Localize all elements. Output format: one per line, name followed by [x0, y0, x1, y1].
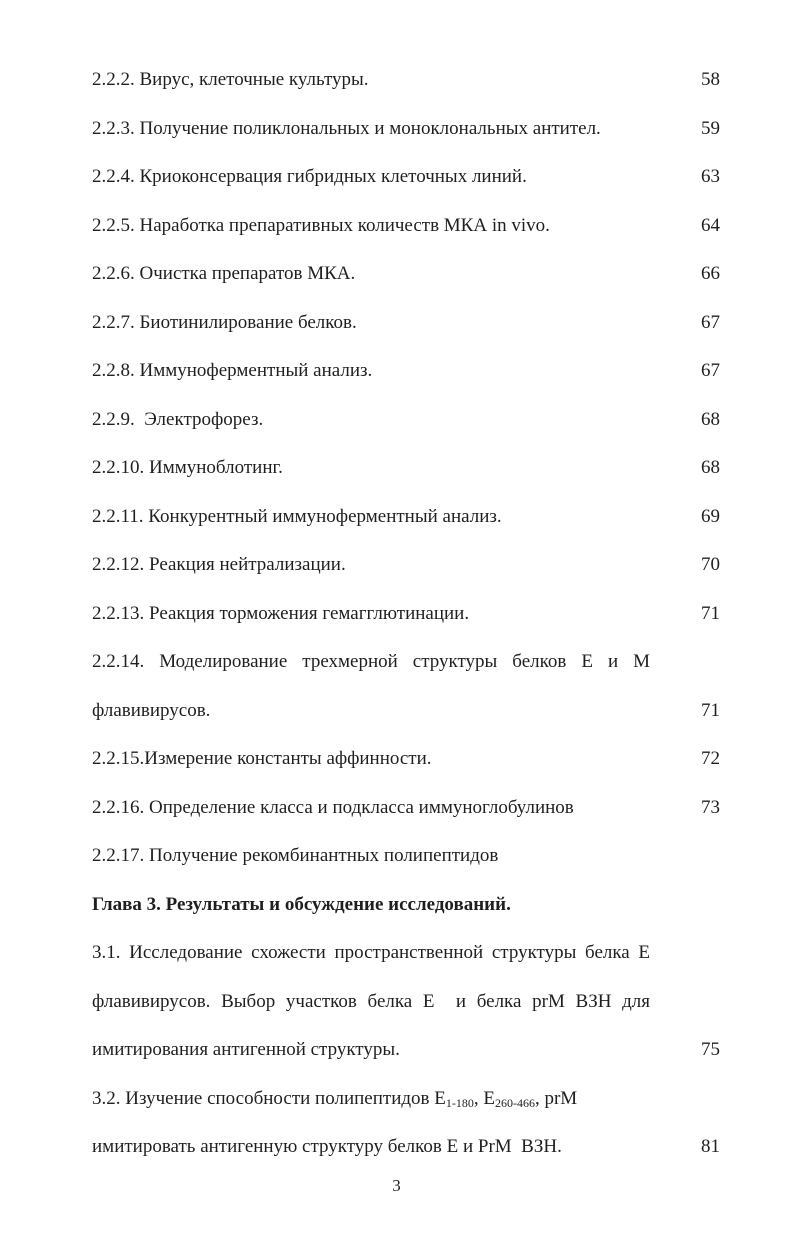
toc-entry-page: 71: [701, 603, 720, 624]
toc-entry: [92, 550, 720, 580]
toc-entry-title: флавивирусов.: [92, 700, 211, 721]
toc-entry-page: 70: [701, 554, 720, 575]
subscript-range: 1-180: [445, 1096, 474, 1110]
toc-entry-continuation: [92, 987, 720, 1017]
toc-entry-title: 2.2.8. Иммуноферментный анализ.: [92, 360, 373, 381]
toc-entry-page: 81: [701, 1136, 720, 1157]
toc-entry-page: 72: [701, 748, 720, 769]
toc-entry: [92, 114, 720, 144]
toc-entry-title: 2.2.15.Измерение константы аффинности.: [92, 748, 432, 769]
toc-entry-page: 63: [701, 166, 720, 187]
toc-entry-continuation: [92, 1132, 720, 1162]
toc-entry-title: 2.2.14. Моделирование трехмерной структуры белков Е и М: [92, 651, 650, 672]
toc-entry-title: 2.2.13. Реакция торможения гемагглютинации.: [92, 603, 470, 624]
toc-entry-title: 2.2.9. Электрофорез.: [92, 409, 264, 430]
toc-entry-title: 3.1. Исследование схожести пространственной структуры белка Е: [92, 942, 650, 963]
toc-entry-continuation: [92, 1035, 720, 1065]
toc-entry-title-part: , Е: [473, 1088, 495, 1109]
toc-entry-title: 2.2.5. Наработка препаративных количеств МКА in vivo.: [92, 215, 550, 236]
page-number: 3: [392, 1176, 401, 1195]
chapter-heading: [92, 890, 720, 920]
toc-entry-title-part: , prM: [534, 1088, 578, 1109]
toc-entry-page: 64: [701, 215, 720, 236]
toc-entry-page: 73: [701, 797, 720, 818]
toc-entry: [92, 502, 720, 532]
toc-entry-page: 67: [701, 312, 720, 333]
toc-entry-page: 69: [701, 506, 720, 527]
toc-entry: [92, 793, 720, 823]
toc-entry-title: 2.2.7. Биотинилирование белков.: [92, 312, 357, 333]
toc-entry-page: 68: [701, 409, 720, 430]
toc-entry: [92, 308, 720, 338]
toc-entry-title: имитировать антигенную структуру белков Е и PrM ВЗН.: [92, 1136, 562, 1157]
toc-entry: [92, 841, 720, 871]
toc-entry-title: 2.2.12. Реакция нейтрализации.: [92, 554, 346, 575]
toc-entry: [92, 744, 720, 774]
chapter-heading-text: Глава 3. Результаты и обсуждение исследований.: [92, 894, 511, 915]
toc-entry: [92, 647, 720, 677]
toc-entry-title: 2.2.3. Получение поликлональных и моноклональных антител.: [92, 118, 601, 139]
toc-entry: [92, 356, 720, 386]
toc-entry-title-part: 3.2. Изучение способности полипептидов Е: [92, 1088, 446, 1109]
toc-entry-title: 2.2.4. Криоконсервация гибридных клеточных линий.: [92, 166, 527, 187]
toc-entry: [92, 938, 720, 968]
toc-entry-page: 75: [701, 1039, 720, 1060]
toc-entry-title: 2.2.16. Определение класса и подкласса иммуноглобулинов: [92, 797, 574, 818]
toc-entry-title: 2.2.11. Конкурентный иммуноферментный анализ.: [92, 506, 502, 527]
toc-entry: [92, 599, 720, 629]
toc-entry-title: флавивирусов. Выбор участков белка Е и белка prM ВЗН для: [92, 991, 650, 1012]
toc-entry-page: 58: [701, 69, 720, 90]
toc-entry-title: имитирования антигенной структуры.: [92, 1039, 400, 1060]
toc-entry: [92, 65, 720, 95]
toc-entry-page: 67: [701, 360, 720, 381]
toc-entry-title: [92, 1084, 577, 1114]
toc-entry: [92, 211, 720, 241]
toc-entry-page: 71: [701, 700, 720, 721]
toc-entry-title: 2.2.10. Иммуноблотинг.: [92, 457, 283, 478]
toc-entry: [92, 162, 720, 192]
toc-entry-title: 2.2.6. Очистка препаратов МКА.: [92, 263, 356, 284]
toc-entry-title: 2.2.17. Получение рекомбинантных полипептидов: [92, 845, 499, 866]
toc-entry: [92, 453, 720, 483]
subscript-range: 260-466: [494, 1096, 535, 1110]
toc-entry: [92, 405, 720, 435]
toc-entry: [92, 259, 720, 289]
toc-entry-continuation: [92, 696, 720, 726]
toc-entry-page: 68: [701, 457, 720, 478]
toc-entry-title: 2.2.2. Вирус, клеточные культуры.: [92, 69, 369, 90]
toc-entry: [92, 1084, 720, 1114]
toc-entry-page: 59: [701, 118, 720, 139]
toc-entry-page: 66: [701, 263, 720, 284]
